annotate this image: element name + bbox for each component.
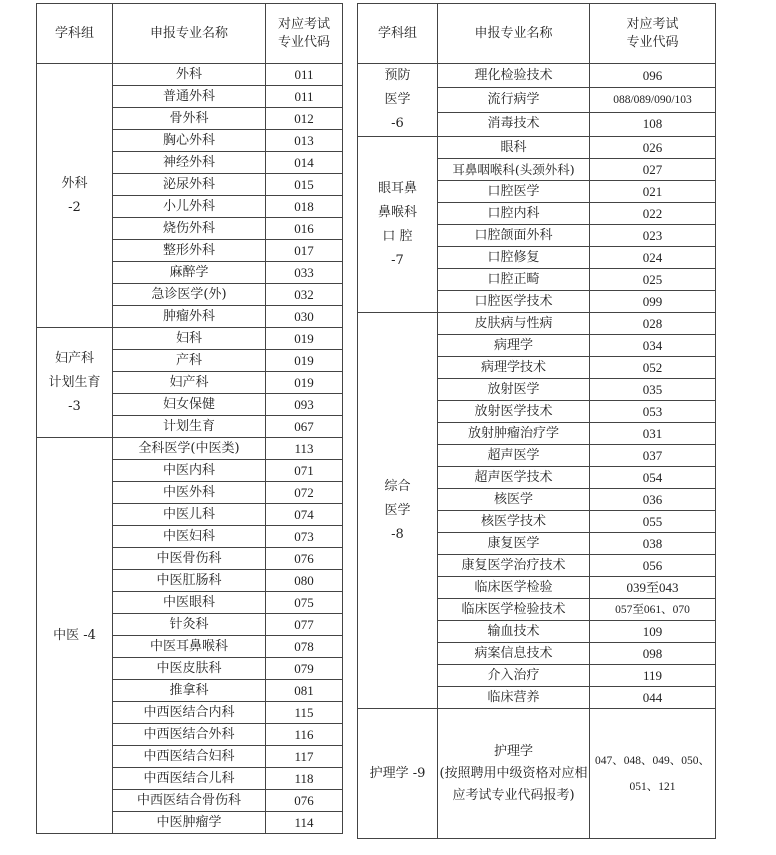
right-table [357,3,716,839]
exam-code: 108 [590,112,716,136]
specialty-name: 中医皮肤科 [113,658,266,680]
specialty-name: 推拿科 [113,680,266,702]
exam-code: 075 [266,592,343,614]
exam-code: 076 [266,790,343,812]
exam-code: 034 [590,335,716,357]
specialty-name: 超声医学 [438,445,590,467]
group-label-line: 预防 [384,68,411,83]
group-label-line: 中医 -4 [53,627,96,643]
exam-code: 067 [266,416,343,438]
exam-code: 014 [266,152,343,174]
group-label [358,313,438,709]
exam-code: 099 [590,291,716,313]
group-label-line: -6 [391,116,404,131]
exam-code: 071 [266,460,343,482]
exam-code: 027 [590,159,716,181]
specialty-name: 中西医结合外科 [113,724,266,746]
table-row [358,709,716,839]
exam-code: 021 [590,181,716,203]
exam-code: 031 [590,423,716,445]
exam-code: 019 [266,372,343,394]
specialty-name: 流行病学 [438,88,590,112]
specialty-name: 康复医学 [438,533,590,555]
specialty-name: 放射肿瘤治疗学 [438,423,590,445]
specialty-name: 麻醉学 [113,262,266,284]
exam-code: 011 [266,86,343,108]
specialty-name: 皮肤病与性病 [438,313,590,335]
exam-code: 073 [266,526,343,548]
specialty-name: 口腔颌面外科 [438,225,590,247]
specialty-name: 妇产科 [113,372,266,394]
left-header-row [37,4,343,64]
specialty-name: 口腔内科 [438,203,590,225]
specialty-name: 计划生育 [113,416,266,438]
exam-code: 028 [590,313,716,335]
exam-code: 016 [266,218,343,240]
group-label-line: -7 [391,252,404,268]
specialty-name: 中西医结合内科 [113,702,266,724]
specialty-name: 胸心外科 [113,130,266,152]
group-label-line: 口 腔 [382,228,413,244]
exam-code: 113 [266,438,343,460]
exam-code: 117 [266,746,343,768]
group-label-line: -8 [391,526,404,542]
group-label-line: 护理学 -9 [369,765,426,781]
specialty-name: 中医妇科 [113,526,266,548]
exam-code: 030 [266,306,343,328]
specialty-name: 普通外科 [113,86,266,108]
exam-code: 044 [590,687,716,709]
specialty-name: 护理学 (按照聘用中级资格对应相应考试专业代码报考) [438,709,590,839]
specialty-name: 中医儿科 [113,504,266,526]
exam-code: 022 [590,203,716,225]
left-table [36,3,343,834]
specialty-name: 产科 [113,350,266,372]
specialty-name: 临床营养 [438,687,590,709]
specialty-name: 理化检验技术 [438,64,590,88]
exam-code: 038 [590,533,716,555]
table-row [37,438,343,460]
specialty-name: 烧伤外科 [113,218,266,240]
specialty-name: 介入治疗 [438,665,590,687]
exam-code: 037 [590,445,716,467]
specialty-name: 中医眼科 [113,592,266,614]
exam-code: 039至043 [590,577,716,599]
exam-code: 116 [266,724,343,746]
exam-code: 054 [590,467,716,489]
specialty-name: 病理学技术 [438,357,590,379]
exam-code: 118 [266,768,343,790]
exam-code: 011 [266,64,343,86]
group-label-line: -3 [68,398,81,414]
group-label-line: 医学 [384,92,411,107]
exam-code: 015 [266,174,343,196]
specialty-name: 中西医结合妇科 [113,746,266,768]
exam-code: 036 [590,489,716,511]
specialty-name: 小儿外科 [113,196,266,218]
specialty-name: 中医骨伤科 [113,548,266,570]
specialty-name: 核医学技术 [438,511,590,533]
exam-code: 019 [266,328,343,350]
specialty-name: 输血技术 [438,621,590,643]
exam-code: 079 [266,658,343,680]
table-row [358,64,716,88]
exam-code: 035 [590,379,716,401]
specialty-name: 口腔医学技术 [438,291,590,313]
specialty-name: 消毒技术 [438,112,590,136]
specialty-name: 泌尿外科 [113,174,266,196]
exam-code: 078 [266,636,343,658]
table-row [37,64,343,86]
group-label-line: 医学 [384,502,411,518]
specialty-name: 急诊医学(外) [113,284,266,306]
exam-code: 052 [590,357,716,379]
exam-code: 012 [266,108,343,130]
group-label [37,438,113,834]
exam-code: 114 [266,812,343,834]
exam-code: 115 [266,702,343,724]
header-name: 申报专业名称 [438,4,590,64]
group-label [37,64,113,328]
specialty-name: 妇女保健 [113,394,266,416]
exam-code: 024 [590,247,716,269]
exam-code: 096 [590,64,716,88]
exam-code: 019 [266,350,343,372]
specialty-name: 全科医学(中医类) [113,438,266,460]
exam-code: 057至061、070 [590,599,716,621]
header-code: 对应考试 专业代码 [590,4,716,64]
group-label-line: 计划生育 [48,374,101,390]
specialty-name: 口腔正畸 [438,269,590,291]
header-name: 申报专业名称 [113,4,266,64]
right-header-row [358,4,716,64]
specialty-name: 整形外科 [113,240,266,262]
exam-code: 093 [266,394,343,416]
exam-code: 081 [266,680,343,702]
exam-code: 119 [590,665,716,687]
group-label [358,137,438,313]
exam-code: 026 [590,137,716,159]
specialty-name: 眼科 [438,137,590,159]
header-group: 学科组 [358,4,438,64]
group-label-line: 眼耳鼻 [377,180,417,196]
specialty-name: 口腔修复 [438,247,590,269]
specialty-name: 病理学 [438,335,590,357]
exam-code: 055 [590,511,716,533]
exam-code: 072 [266,482,343,504]
specialty-name: 病案信息技术 [438,643,590,665]
exam-code: 023 [590,225,716,247]
specialty-name: 外科 [113,64,266,86]
specialty-name: 针灸科 [113,614,266,636]
specialty-name: 妇科 [113,328,266,350]
group-label [358,64,438,137]
specialty-name: 中西医结合骨伤科 [113,790,266,812]
table-row [358,137,716,159]
right-body [358,64,716,839]
table-row [358,313,716,335]
exam-code: 077 [266,614,343,636]
exam-code: 053 [590,401,716,423]
header-group: 学科组 [37,4,113,64]
specialty-name: 中医外科 [113,482,266,504]
specialty-name: 康复医学治疗技术 [438,555,590,577]
exam-code: 109 [590,621,716,643]
exam-code: 017 [266,240,343,262]
exam-code: 098 [590,643,716,665]
exam-code: 056 [590,555,716,577]
header-code: 对应考试 专业代码 [266,4,343,64]
exam-code: 074 [266,504,343,526]
specialty-name: 骨外科 [113,108,266,130]
exam-code: 033 [266,262,343,284]
specialty-name: 肿瘤外科 [113,306,266,328]
exam-code: 080 [266,570,343,592]
exam-code: 018 [266,196,343,218]
group-label [358,709,438,839]
specialty-name: 耳鼻咽喉科(头颈外科) [438,159,590,181]
group-label-line: 外科 [61,175,88,191]
specialty-name: 中医肿瘤学 [113,812,266,834]
specialty-name: 中医肛肠科 [113,570,266,592]
exam-code: 013 [266,130,343,152]
specialty-name: 放射医学 [438,379,590,401]
exam-code: 025 [590,269,716,291]
specialty-name: 中医耳鼻喉科 [113,636,266,658]
table-row [37,328,343,350]
specialty-name: 临床医学检验 [438,577,590,599]
exam-code: 076 [266,548,343,570]
specialty-name: 超声医学技术 [438,467,590,489]
exam-code: 047、048、049、050、051、121 [590,709,716,839]
exam-code: 032 [266,284,343,306]
group-label-line: -2 [68,199,81,215]
specialty-name: 中医内科 [113,460,266,482]
specialty-name: 神经外科 [113,152,266,174]
group-label-line: 妇产科 [54,350,94,366]
specialty-name: 放射医学技术 [438,401,590,423]
specialty-name: 临床医学检验技术 [438,599,590,621]
left-body [37,64,343,834]
group-label-line: 鼻喉科 [377,204,417,220]
group-label-line: 综合 [384,478,411,494]
exam-code: 088/089/090/103 [590,88,716,112]
group-label [37,328,113,438]
specialty-name: 中西医结合儿科 [113,768,266,790]
specialty-name: 口腔医学 [438,181,590,203]
specialty-name: 核医学 [438,489,590,511]
